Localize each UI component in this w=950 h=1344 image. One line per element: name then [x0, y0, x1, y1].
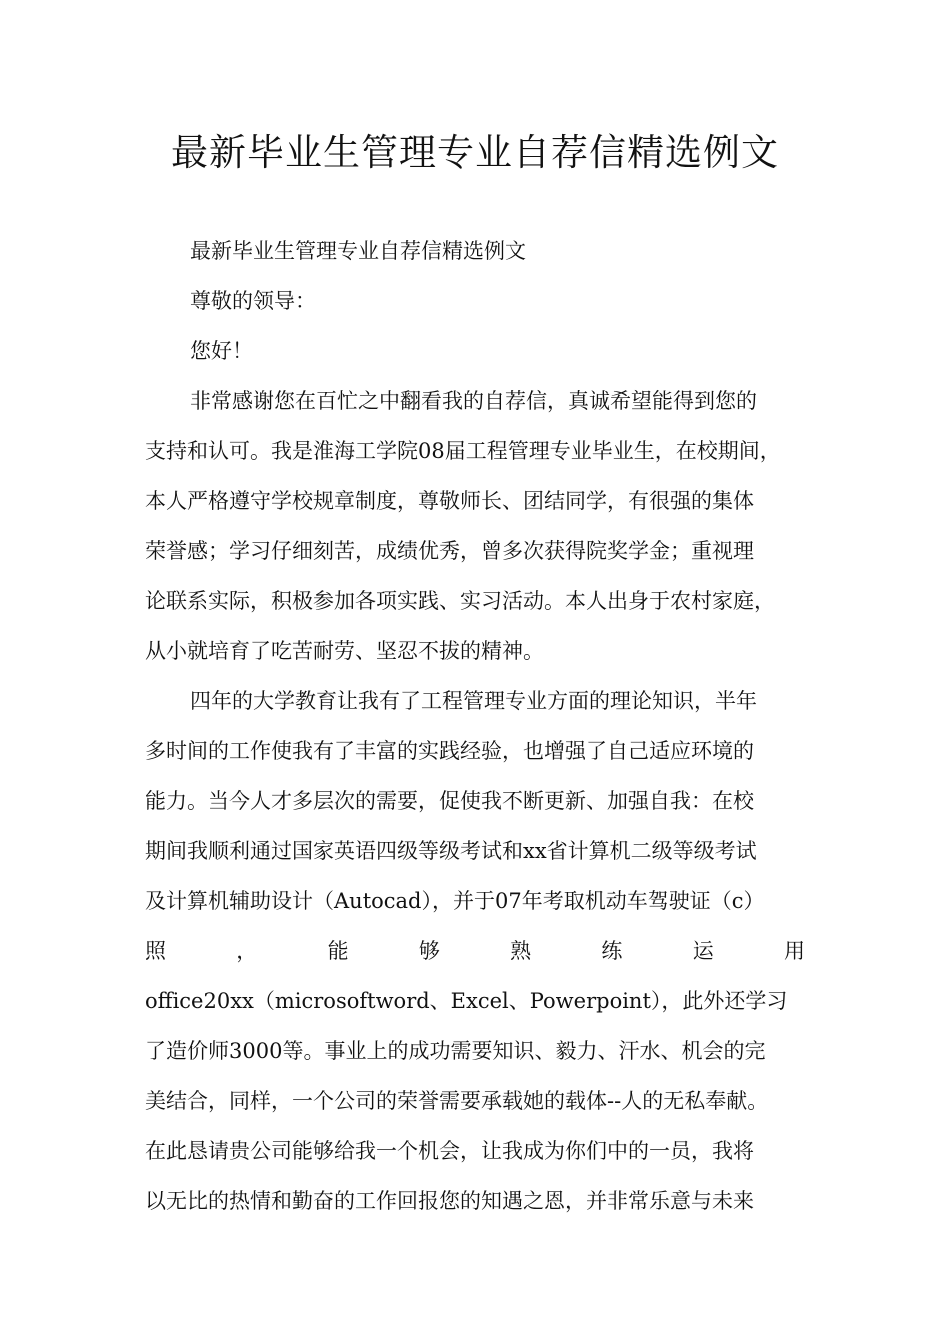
- doc-line-p2-7: office20xx（microsoftword、Excel、Powerpoint），此外还学习: [145, 989, 788, 1013]
- doc-line-greeting: 您好！: [190, 339, 253, 363]
- doc-line-p2-1: 四年的大学教育让我有了工程管理专业方面的理论知识，半年: [190, 689, 757, 713]
- doc-line-p2-11: 以无比的热情和勤奋的工作回报您的知遇之恩，并非常乐意与未来: [145, 1189, 754, 1213]
- doc-line-p2-8: 了造价师3000等。事业上的成功需要知识、毅力、汗水、机会的完: [145, 1039, 766, 1063]
- doc-line-p2-9: 美结合，同样，一个公司的荣誉需要承载她的载体--人的无私奉献。: [145, 1089, 769, 1113]
- spread-char: 照: [145, 939, 166, 963]
- doc-line-p1-6: 从小就培育了吃苦耐劳、坚忍不拔的精神。: [145, 639, 544, 663]
- spread-char: 能: [327, 939, 349, 963]
- doc-line-p1-5: 论联系实际，积极参加各项实践、实习活动。本人出身于农村家庭，: [145, 589, 775, 613]
- spread-char: ，: [236, 939, 258, 963]
- spread-char: 用: [783, 939, 805, 963]
- doc-line-p1-3: 本人严格遵守学校规章制度，尊敬师长、团结同学，有很强的集体: [145, 489, 754, 513]
- doc-line-p2-10: 在此恳请贵公司能够给我一个机会，让我成为你们中的一员，我将: [145, 1139, 754, 1163]
- doc-line-p2-3: 能力。当今人才多层次的需要，促使我不断更新、加强自我：在校: [145, 789, 754, 813]
- spread-char: 熟: [510, 939, 532, 963]
- doc-line-p1-1: 非常感谢您在百忙之中翻看我的自荐信，真诚希望能得到您的: [190, 389, 757, 413]
- doc-line-p1-2: 支持和认可。我是淮海工学院08届工程管理专业毕业生，在校期间，: [145, 439, 781, 463]
- doc-line-p2-4: 期间我顺利通过国家英语四级等级考试和xx省计算机二级等级考试: [145, 839, 757, 863]
- spread-char: 够: [418, 939, 440, 963]
- doc-line-p1-4: 荣誉感；学习仔细刻苦，成绩优秀，曾多次获得院奖学金；重视理: [145, 539, 754, 563]
- doc-line-p2-2: 多时间的工作使我有了丰富的实践经验，也增强了自己适应环境的: [145, 739, 754, 763]
- doc-line-p2-6-justified: [145, 926, 805, 976]
- doc-line-salutation: 尊敬的领导：: [190, 289, 316, 313]
- spread-char: 运: [692, 939, 714, 963]
- doc-line-p2-5: 及计算机辅助设计（Autocad），并于07年考取机动车驾驶证（c）: [145, 889, 765, 913]
- spread-char: 练: [601, 939, 623, 963]
- document-title: 最新毕业生管理专业自荐信精选例文: [171, 131, 779, 174]
- doc-line-heading: 最新毕业生管理专业自荐信精选例文: [190, 239, 526, 263]
